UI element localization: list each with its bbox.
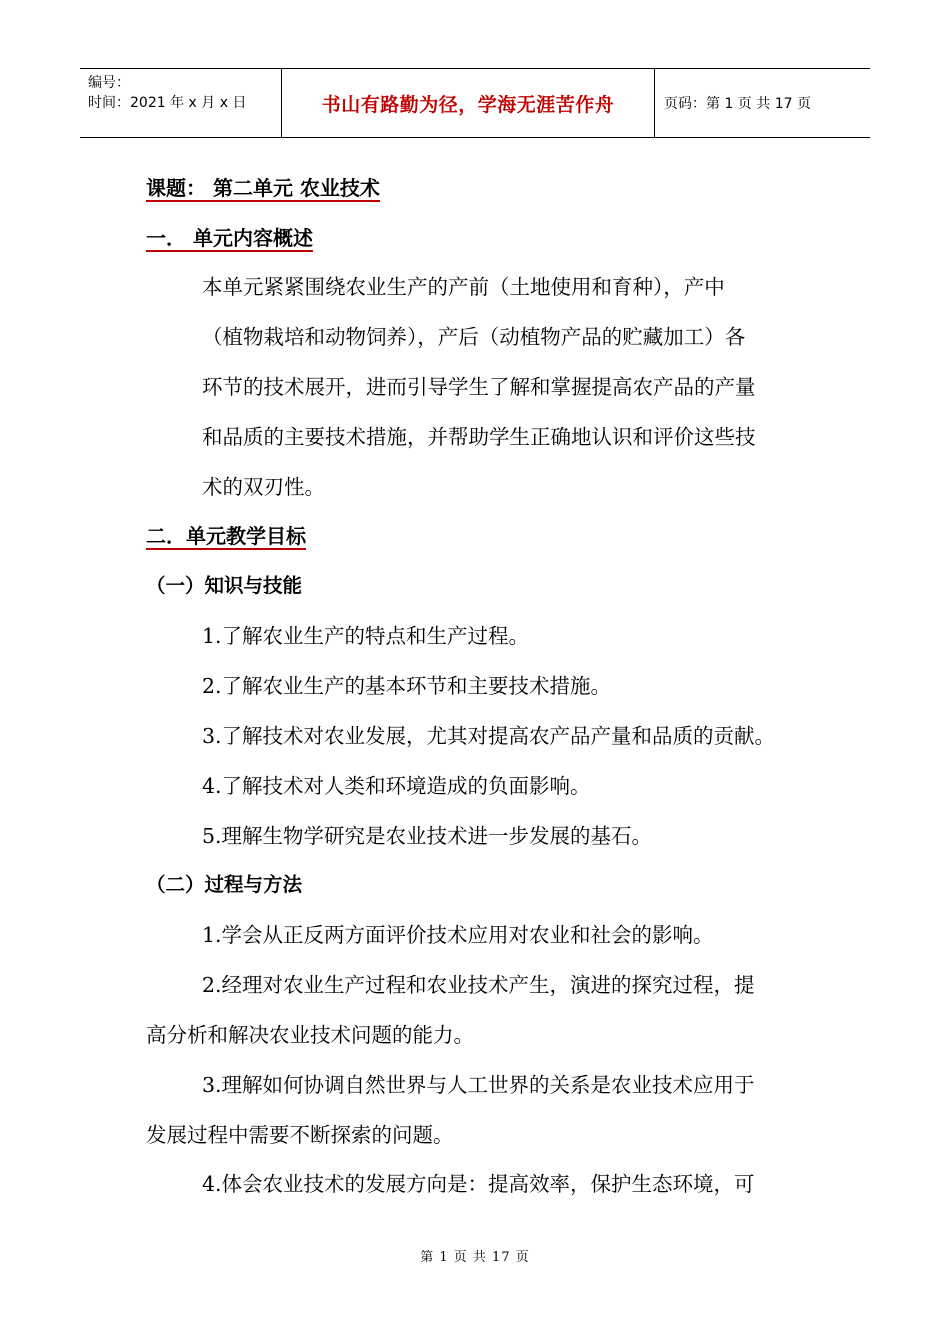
sub1-heading: （一）知识与技能	[146, 574, 303, 597]
section1-line: （植物栽培和动物饲养），产后（动植物产品的贮藏加工）各	[202, 325, 746, 349]
sub1-item: 3.了解技术对农业发展，尤其对提高农产品产量和品质的贡献。	[202, 724, 776, 748]
sub2-line: 发展过程中需要不断探索的问题。	[146, 1123, 454, 1147]
time-label: 时间：2021 年 x 月 x 日	[88, 95, 247, 111]
sub1-item: 4.了解技术对人类和环境造成的负面影响。	[202, 774, 591, 798]
sub1-item: 2.了解农业生产的基本环节和主要技术措施。	[202, 674, 612, 698]
sub2-line: 2.经理对农业生产过程和农业技术产生，演进的探究过程，提	[202, 973, 755, 997]
sub1-item: 1.了解农业生产的特点和生产过程。	[202, 624, 530, 648]
section2-heading-text: 二．单元教学目标	[146, 524, 306, 548]
doc-title	[146, 172, 380, 201]
number-label: 编号：	[88, 75, 130, 91]
sub2-line: 1.学会从正反两方面评价技术应用对农业和社会的影响。	[202, 923, 714, 947]
section1-line: 和品质的主要技术措施，并帮助学生正确地认识和评价这些技	[202, 425, 756, 449]
section1-heading-text: 一． 单元内容概述	[146, 226, 313, 250]
section1-heading	[146, 222, 313, 251]
sub1-item: 5.理解生物学研究是农业技术进一步发展的基石。	[202, 824, 653, 848]
sub2-line: 高分析和解决农业技术问题的能力。	[146, 1023, 474, 1047]
header-meta-cell	[80, 69, 282, 137]
section1-line: 环节的技术展开，进而引导学生了解和掌握提高农产品的产量	[202, 375, 756, 399]
sub2-heading: （二）过程与方法	[146, 873, 303, 896]
page-footer: 第 1 页 共 17 页	[420, 1250, 530, 1265]
header-page-code: 页码：第 1 页 共 17 页	[664, 96, 811, 112]
doc-title-text: 课题： 第二单元 农业技术	[146, 176, 380, 200]
section1-line: 术的双刃性。	[202, 475, 325, 499]
sub2-line: 4.体会农业技术的发展方向是：提高效率，保护生态环境，可	[202, 1172, 755, 1196]
section2-heading	[146, 520, 306, 549]
document-header	[80, 68, 870, 138]
section1-line: 本单元紧紧围绕农业生产的产前（土地使用和育种），产中	[202, 275, 725, 299]
sub2-line: 3.理解如何协调自然世界与人工世界的关系是农业技术应用于	[202, 1073, 755, 1097]
header-motto: 书山有路勤为径，学海无涯苦作舟	[282, 69, 655, 137]
